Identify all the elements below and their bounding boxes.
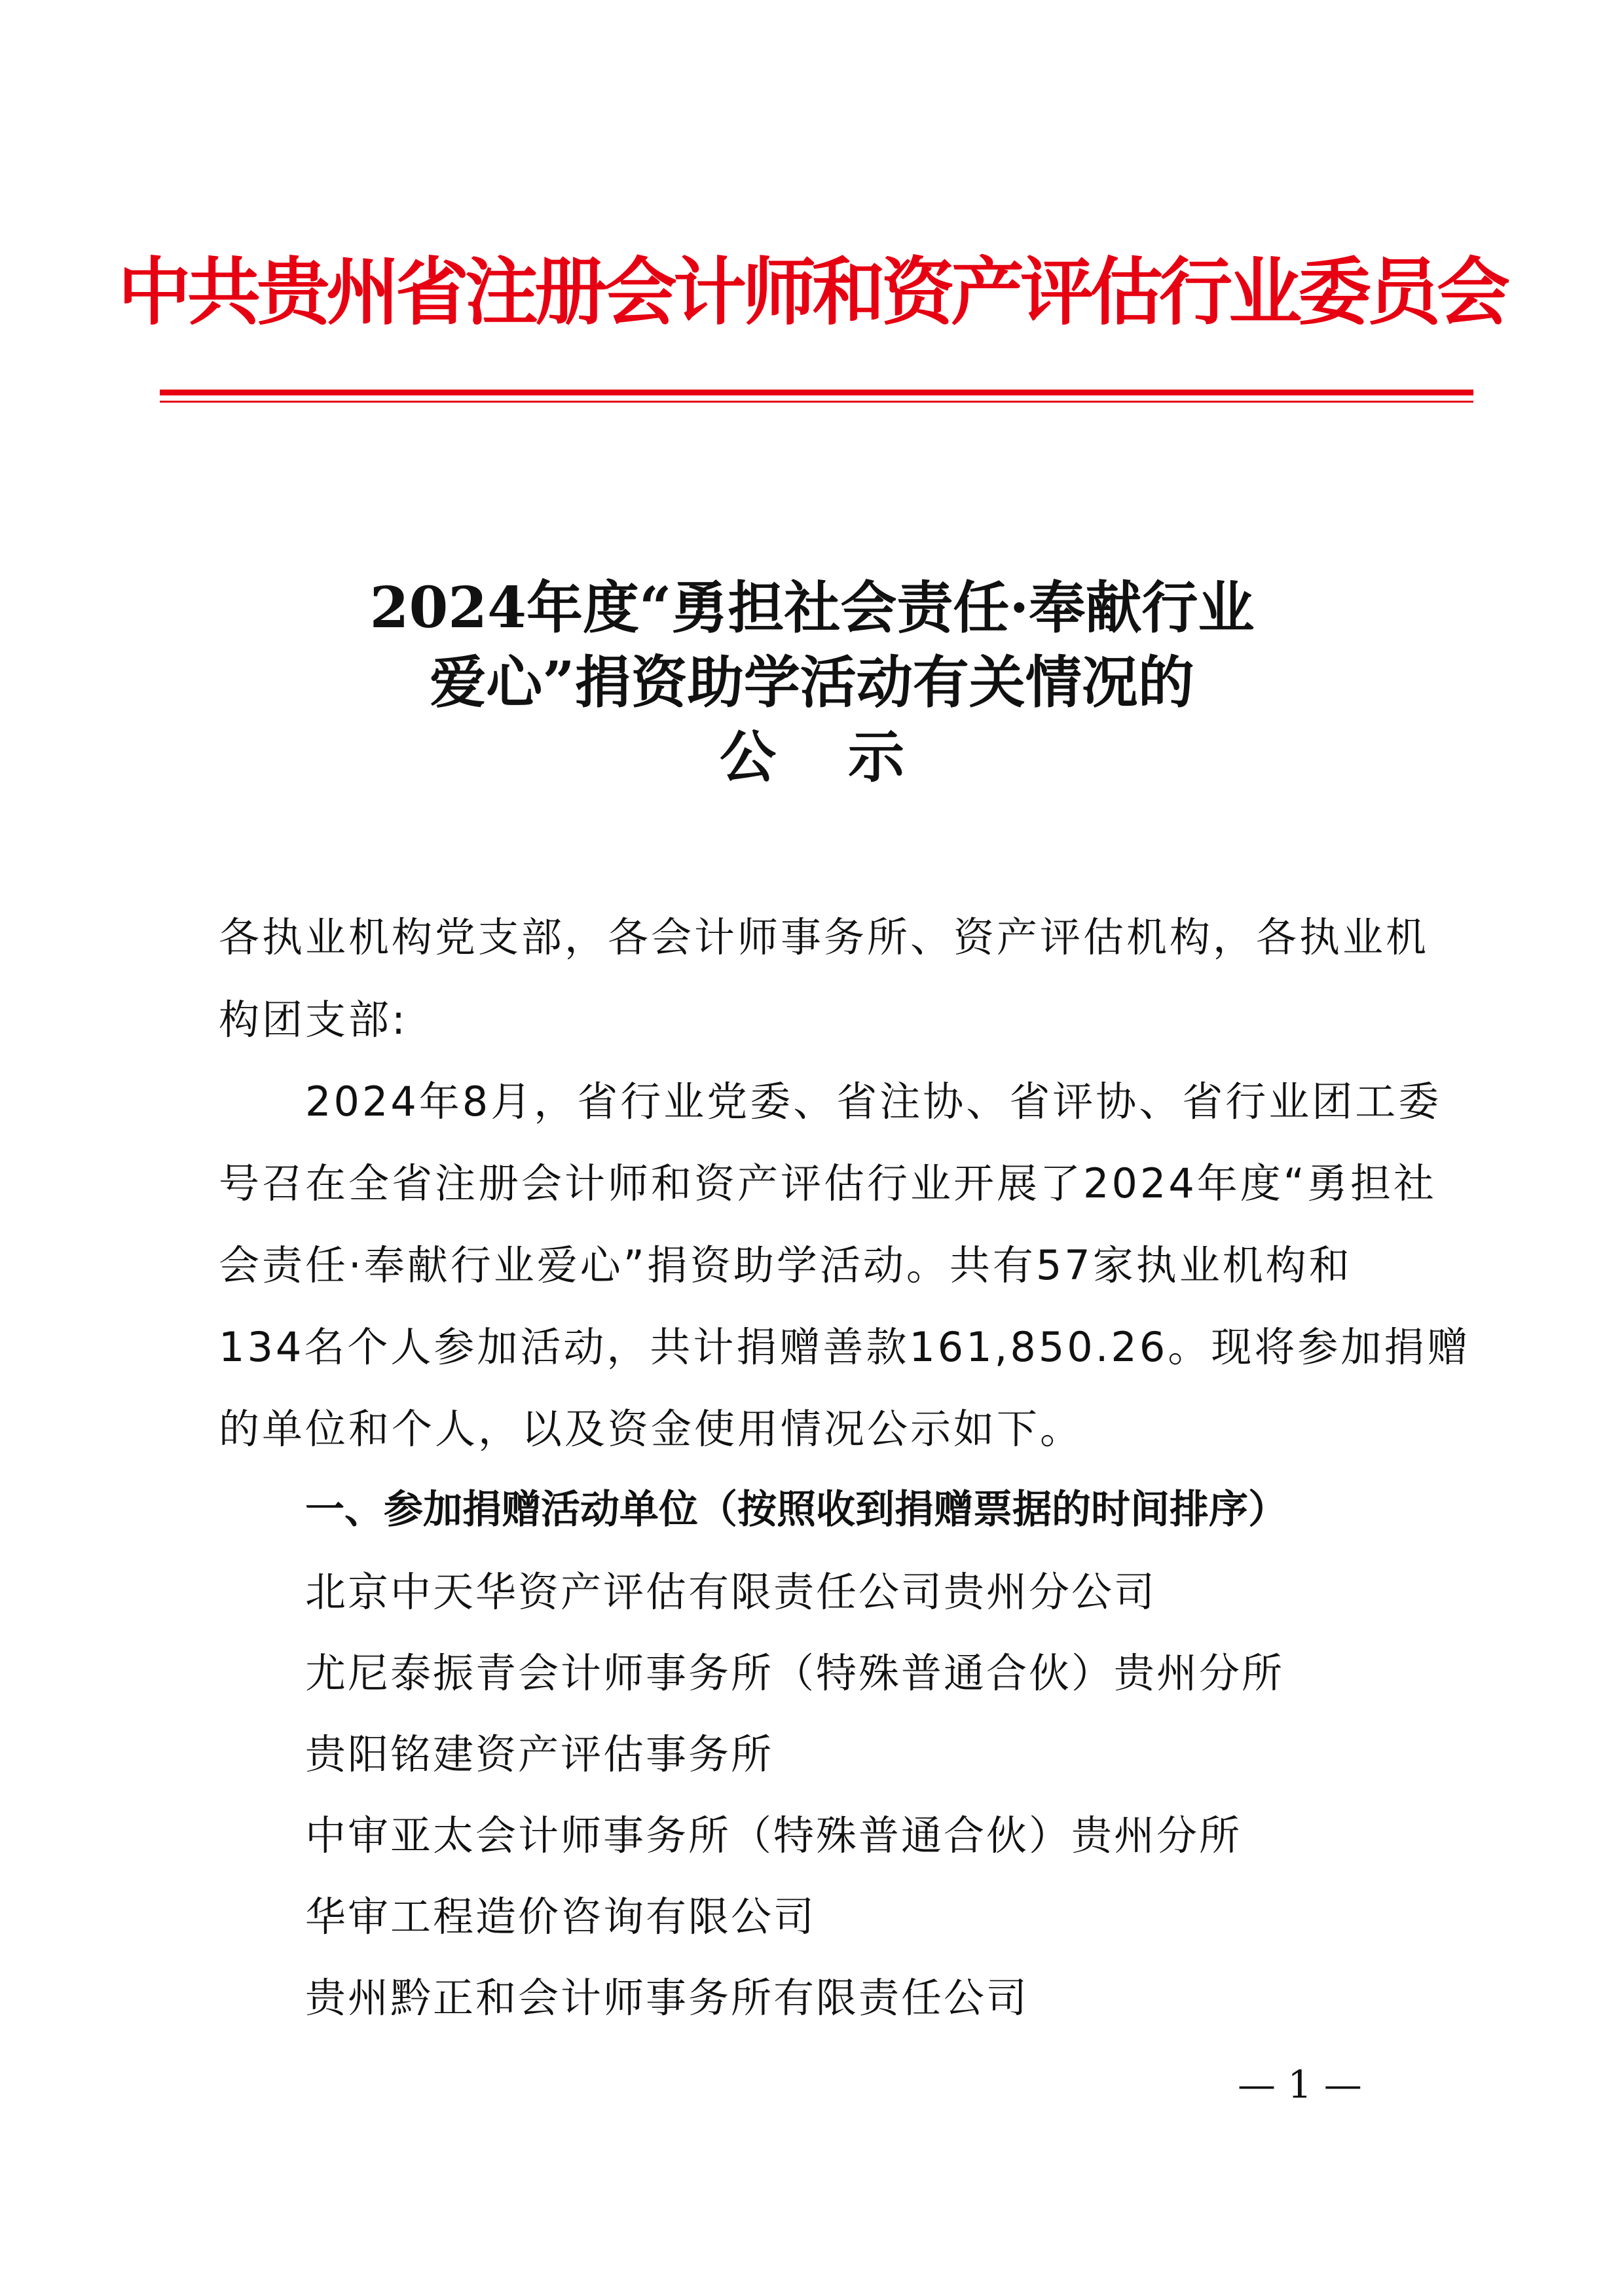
title-line-3: 公示: [720, 724, 976, 790]
unit-list-item: 贵阳铭建资产评估事务所: [305, 1730, 774, 1778]
page-number: — 1 —: [1238, 2062, 1362, 2107]
document-title: [0, 571, 1624, 795]
masthead-rule-thick: [160, 390, 1473, 395]
unit-list-item: 中审亚太会计师事务所（特殊普通合伙）贵州分所: [305, 1812, 1242, 1859]
masthead-title: 中共贵州省注册会计师和资产评估行业委员会: [118, 249, 1506, 335]
addressee-line-2: 构团支部:: [219, 996, 408, 1044]
unit-list-item: 华审工程造价咨询有限公司: [305, 1893, 817, 1941]
unit-list-item: 尤尼泰振青会计师事务所（特殊普通合伙）贵州分所: [305, 1649, 1285, 1697]
title-line-1: 2024年度“勇担社会责任·奉献行业: [369, 575, 1255, 641]
body-line-4: 134名个人参加活动，共计捐赠善款161,850.26。现将参加捐赠: [219, 1323, 1471, 1371]
body-line-2: 号召在全省注册会计师和资产评估行业开展了2024年度“勇担社: [219, 1159, 1437, 1207]
masthead-rule-thin: [160, 401, 1473, 403]
section-heading: 一、参加捐赠活动单位（按照收到捐赠票据的时间排序）: [305, 1487, 1287, 1533]
title-line-2: 爱心”捐资助学活动有关情况的: [430, 649, 1194, 716]
body-line-5: 的单位和个人，以及资金使用情况公示如下。: [219, 1405, 1084, 1453]
unit-list-item: 北京中天华资产评估有限责任公司贵州分公司: [305, 1568, 1157, 1616]
addressee-line-1: 各执业机构党支部，各会计师事务所、资产评估机构，各执业机: [219, 913, 1430, 961]
body-line-1: 2024年8月，省行业党委、省注协、省评协、省行业团工委: [305, 1078, 1442, 1125]
body-line-3: 会责任·奉献行业爱心”捐资助学活动。共有57家执业机构和: [219, 1241, 1352, 1289]
unit-list-item: 贵州黔正和会计师事务所有限责任公司: [305, 1974, 1029, 2022]
